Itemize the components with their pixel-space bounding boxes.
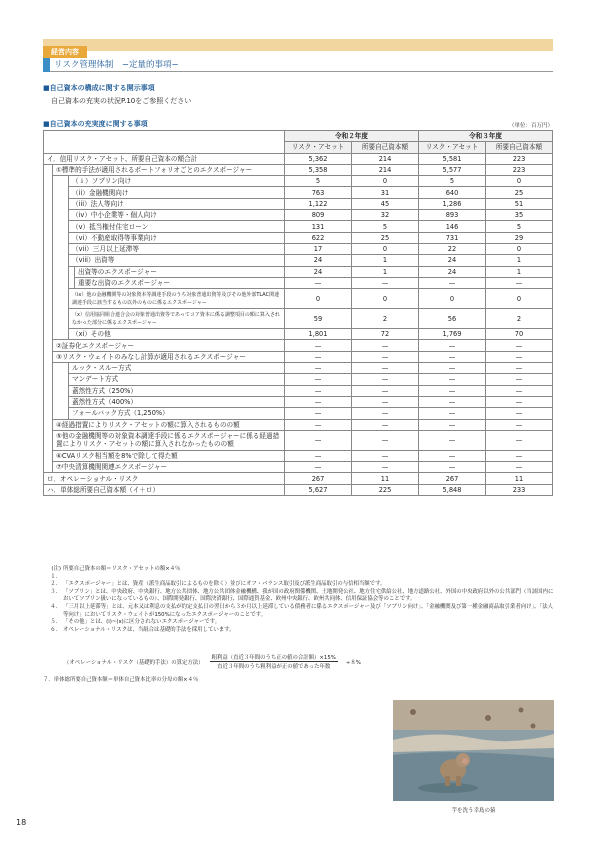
- heading-bar: [43, 58, 50, 72]
- indent-cell: [53, 277, 69, 288]
- value-cell: —: [285, 430, 352, 450]
- table-row-m5: [44, 408, 553, 419]
- value-cell: 5: [285, 176, 352, 187]
- row-label: ⑥CVAリスク相当額を8%で除して得た額: [53, 450, 285, 461]
- note-number: (注)１．: [50, 566, 61, 580]
- value-cell: 1,286: [419, 198, 486, 209]
- section-tab-label: 経営内容: [43, 46, 87, 58]
- indent-cell: [53, 210, 69, 221]
- table-row-r8b: [44, 277, 553, 288]
- table-row-s6: [44, 450, 553, 461]
- note-7: ７．単体総所要自己資本額＝単体自己資本比率の分母の額×４％: [43, 677, 199, 683]
- heading-text: リスク管理体制 −定量的事項−: [54, 60, 179, 70]
- row-label: マンデート方式: [69, 374, 285, 385]
- value-cell: —: [419, 430, 486, 450]
- indent-cell: [53, 363, 69, 374]
- value-cell: 11: [486, 473, 553, 484]
- value-cell: 893: [419, 210, 486, 221]
- value-cell: —: [419, 340, 486, 351]
- value-cell: 1: [352, 255, 419, 266]
- value-cell: 45: [352, 198, 419, 209]
- value-cell: 731: [419, 232, 486, 243]
- indent-cell: [44, 462, 53, 473]
- indent-cell: [44, 164, 53, 175]
- indent-cell: [44, 363, 53, 374]
- row-label: ③リスク・ウェイトのみなし計算が適用されるエクスポージャー: [53, 351, 285, 362]
- value-cell: 1: [486, 266, 553, 277]
- row-label: （iii）法人等向け: [69, 198, 285, 209]
- row-label: ①標準的手法が適用されるポートフォリオごとのエクスポージャー: [53, 164, 285, 175]
- note-item: [43, 604, 555, 619]
- indent-cell: [44, 430, 53, 450]
- value-cell: —: [486, 450, 553, 461]
- header-req-2: 所要自己資本額: [486, 142, 553, 153]
- formula-fraction: [210, 653, 338, 670]
- value-cell: 131: [285, 221, 352, 232]
- indent-cell: [53, 385, 69, 396]
- header-year1: 令和２年度: [285, 131, 419, 142]
- indent-cell: [53, 374, 69, 385]
- row-label: イ．信用リスク・アセット、所要自己資本の額合計: [44, 153, 285, 164]
- indent-cell: [44, 374, 53, 385]
- table-row-r3: [44, 198, 553, 209]
- row-label: （xi）その他: [69, 329, 285, 340]
- value-cell: —: [285, 351, 352, 362]
- value-cell: 2: [486, 309, 553, 329]
- table-row-m1: [44, 363, 553, 374]
- value-cell: —: [285, 340, 352, 351]
- formula-numerator: 粗利益（直近３年間のうち正の値の合計額）×15%: [211, 655, 336, 661]
- value-cell: 35: [486, 210, 553, 221]
- value-cell: —: [285, 374, 352, 385]
- row-label: （iv）中小企業等・個人向け: [69, 210, 285, 221]
- section-tab: [43, 39, 553, 56]
- value-cell: 5,358: [285, 164, 352, 175]
- value-cell: 70: [486, 329, 553, 340]
- value-cell: 72: [352, 329, 419, 340]
- value-cell: 5,581: [419, 153, 486, 164]
- value-cell: —: [486, 385, 553, 396]
- indent-cell: [44, 243, 53, 254]
- value-cell: 24: [419, 266, 486, 277]
- indent-cell: [44, 277, 53, 288]
- note-text: 所要自己資本の額＝リスク・アセットの額×４％: [63, 566, 181, 572]
- value-cell: —: [352, 419, 419, 430]
- capital-adequacy-table: [43, 130, 553, 496]
- value-cell: 225: [352, 484, 419, 495]
- value-cell: 5: [486, 221, 553, 232]
- value-cell: —: [352, 430, 419, 450]
- indent-cell: [53, 198, 69, 209]
- value-cell: —: [486, 277, 553, 288]
- value-cell: 31: [352, 187, 419, 198]
- value-cell: 22: [419, 243, 486, 254]
- note-item: [43, 627, 555, 635]
- row-label: （ii）金融機関向け: [69, 187, 285, 198]
- indent-cell: [44, 176, 53, 187]
- note-item: [43, 589, 555, 604]
- header-row-years: [44, 131, 553, 142]
- value-cell: —: [486, 408, 553, 419]
- table-row-i: [44, 153, 553, 164]
- value-cell: 5,577: [419, 164, 486, 175]
- indent-cell: [53, 329, 69, 340]
- note-number: ４．: [50, 603, 61, 610]
- value-cell: 622: [285, 232, 352, 243]
- formula-denominator: 直近３年間のうち粗利益が正の値であった年数: [217, 664, 331, 670]
- value-cell: 146: [419, 221, 486, 232]
- row-label: ルック・スルー方式: [69, 363, 285, 374]
- value-cell: —: [285, 419, 352, 430]
- value-cell: 51: [486, 198, 553, 209]
- value-cell: 5: [419, 176, 486, 187]
- value-cell: 0: [486, 176, 553, 187]
- value-cell: —: [352, 462, 419, 473]
- row-label: フォールバック方式（1,250%）: [69, 408, 285, 419]
- table-row-r9: [44, 289, 553, 309]
- table-row-r1: [44, 176, 553, 187]
- value-cell: —: [285, 277, 352, 288]
- row-label: ハ．単体総所要自己資本額（イ＋ロ）: [44, 484, 285, 495]
- value-cell: —: [285, 396, 352, 407]
- indent-cell: [53, 396, 69, 407]
- value-cell: —: [352, 374, 419, 385]
- table-row-m3: [44, 385, 553, 396]
- note-text: オペレーショナル・リスクは、当組合は基礎的手法を採用しています。: [63, 626, 235, 633]
- table-row-r6: [44, 232, 553, 243]
- value-cell: —: [352, 277, 419, 288]
- value-cell: —: [352, 396, 419, 407]
- indent-cell: [44, 408, 53, 419]
- indent-cell: [44, 309, 53, 329]
- table-row-r2: [44, 187, 553, 198]
- table-row-s7: [44, 462, 553, 473]
- table-row-s1: [44, 164, 553, 175]
- indent-cell: [44, 351, 53, 362]
- row-label: 蓋然性方式（250%）: [69, 385, 285, 396]
- indent-cell: [53, 309, 69, 329]
- photo-caption: 芋を洗う幸島の猿: [451, 808, 496, 814]
- indent-cell: [44, 187, 53, 198]
- value-cell: —: [419, 419, 486, 430]
- value-cell: —: [352, 363, 419, 374]
- value-cell: —: [285, 385, 352, 396]
- value-cell: —: [352, 351, 419, 362]
- capital-composition-note: 自己資本の充実の状況P.10をご参照ください: [51, 97, 192, 105]
- value-cell: 0: [352, 243, 419, 254]
- note-text: 「ソブリン」とは、中央政府、中央銀行、地方公共団体、地方公共団体金融機構、我が国の政府関係機関、土地開発公社、地方住宅供給公社、地方道路公社、外国の中央政府以外の公共部門（当該国内においてソブリン扱いになっているもの）、国際開発銀行、国際決済銀行、国際通貨基金、欧州中央銀行、欧州共同体、信用保証協会等のことです。: [63, 588, 554, 603]
- value-cell: —: [486, 430, 553, 450]
- table-row-ha: [44, 484, 553, 495]
- value-cell: —: [486, 363, 553, 374]
- indent-cell: [44, 266, 53, 277]
- value-cell: —: [419, 363, 486, 374]
- row-label: （x）信用協同組合連合会の対象普通出資等であってコア資本に係る調整項目の額に算入されなかった部分に係るエクスポージャー: [69, 309, 285, 329]
- value-cell: —: [419, 396, 486, 407]
- value-cell: 17: [285, 243, 352, 254]
- value-cell: —: [352, 408, 419, 419]
- value-cell: 5,362: [285, 153, 352, 164]
- note-text: 「エクスポージャー」とは、資産（派生商品取引によるものを除く）並びにオフ・バランス取引及び派生商品取引の与信相当額です。: [63, 581, 386, 588]
- indent-cell: [44, 329, 53, 340]
- table-row-s4: [44, 419, 553, 430]
- header-year2: 令和３年度: [419, 131, 553, 142]
- indent-cell: [53, 243, 69, 254]
- row-label: 出資等のエクスポージャー: [75, 266, 285, 277]
- value-cell: 2: [352, 309, 419, 329]
- value-cell: 5: [352, 221, 419, 232]
- monkey-photo: [393, 700, 554, 801]
- value-cell: 11: [352, 473, 419, 484]
- value-cell: 214: [352, 153, 419, 164]
- indent-cell: [53, 187, 69, 198]
- value-cell: 0: [486, 243, 553, 254]
- note-number: ３．: [50, 588, 61, 595]
- value-cell: 1,122: [285, 198, 352, 209]
- value-cell: —: [352, 340, 419, 351]
- value-cell: —: [486, 419, 553, 430]
- note-number: ２．: [50, 581, 61, 588]
- value-cell: 267: [285, 473, 352, 484]
- table-row-m2: [44, 374, 553, 385]
- value-cell: 24: [285, 266, 352, 277]
- value-cell: 223: [486, 153, 553, 164]
- value-cell: 214: [352, 164, 419, 175]
- value-cell: 809: [285, 210, 352, 221]
- table-row-ro: [44, 473, 553, 484]
- row-label: ⑦中央清算機関関連エクスポージャー: [53, 462, 285, 473]
- value-cell: 0: [285, 289, 352, 309]
- table-row-s2: [44, 340, 553, 351]
- indent-cell: [53, 221, 69, 232]
- note-number: ５．: [50, 619, 61, 626]
- page-number: 18: [16, 818, 27, 827]
- row-label: （ix）他の金融機関等の対象資本等調達手段のうち対象普通出資等及びその他外部TLAC関連調達手段に該当するもの以外のものに係るエクスポージャー: [69, 289, 285, 309]
- monkey-photo-illustration: [393, 700, 554, 801]
- table-row-m4: [44, 396, 553, 407]
- value-cell: 233: [486, 484, 553, 495]
- section-heading: [43, 58, 553, 72]
- value-cell: —: [419, 374, 486, 385]
- indent-cell: [44, 450, 53, 461]
- value-cell: 640: [419, 187, 486, 198]
- row-label: （v）抵当権付住宅ローン: [69, 221, 285, 232]
- note-text: 「その他」とは、(i)~(x)に区分されないエクスポージャーです。: [63, 619, 221, 626]
- table-row-r7: [44, 243, 553, 254]
- value-cell: 1,769: [419, 329, 486, 340]
- unit-label: （単位：百万円）: [508, 123, 553, 129]
- indent-cell: [53, 176, 69, 187]
- value-cell: 24: [419, 255, 486, 266]
- table-row-r8a: [44, 266, 553, 277]
- table-row-r10: [44, 309, 553, 329]
- indent-cell: [53, 255, 69, 266]
- indent-cell: [53, 232, 69, 243]
- header-req-1: 所要自己資本額: [352, 142, 419, 153]
- header-asset-1: リスク・アセット: [285, 142, 352, 153]
- value-cell: 1: [352, 266, 419, 277]
- value-cell: —: [285, 450, 352, 461]
- value-cell: 56: [419, 309, 486, 329]
- indent-cell: [53, 289, 69, 309]
- row-label: （viii）出資等: [69, 255, 285, 266]
- value-cell: —: [486, 351, 553, 362]
- row-label: （vii）三月以上延滞等: [69, 243, 285, 254]
- value-cell: —: [419, 408, 486, 419]
- indent-cell: [44, 232, 53, 243]
- value-cell: —: [419, 462, 486, 473]
- note-text: 「三月以上延滞等」とは、元本又は利息の支払が約定支払日の翌日から３か月以上延滞している債務者に係るエクスポージャー及び「ソブリン向け」、「金融機関及び第一種金融商品取引業者向け」、「法人等向け」においてリスク・ウェイトが150%になったエクスポージャーのことです。: [63, 603, 554, 618]
- note-item: [43, 581, 555, 589]
- value-cell: 223: [486, 164, 553, 175]
- value-cell: —: [486, 340, 553, 351]
- value-cell: 25: [352, 232, 419, 243]
- value-cell: 0: [486, 289, 553, 309]
- row-label: ロ．オペレーショナル・リスク: [44, 473, 285, 484]
- value-cell: —: [419, 450, 486, 461]
- table-row-r11: [44, 329, 553, 340]
- value-cell: 0: [352, 176, 419, 187]
- value-cell: 24: [285, 255, 352, 266]
- table-row-r8: [44, 255, 553, 266]
- indent-cell: [44, 221, 53, 232]
- row-label: 重要な出資のエクスポージャー: [75, 277, 285, 288]
- value-cell: —: [352, 385, 419, 396]
- table-row-r5: [44, 221, 553, 232]
- row-label: （ｉ）ソブリン向け: [69, 176, 285, 187]
- value-cell: 5,848: [419, 484, 486, 495]
- value-cell: 32: [352, 210, 419, 221]
- formula-label: （オペレーショナル・リスク（基礎的手法）の算定方法）: [64, 659, 204, 666]
- header-asset-2: リスク・アセット: [419, 142, 486, 153]
- value-cell: 25: [486, 187, 553, 198]
- value-cell: 1,801: [285, 329, 352, 340]
- value-cell: 59: [285, 309, 352, 329]
- value-cell: 5,627: [285, 484, 352, 495]
- note-item: [43, 566, 555, 581]
- value-cell: —: [486, 462, 553, 473]
- table-row-s5: [44, 430, 553, 450]
- value-cell: —: [285, 408, 352, 419]
- indent-cell: [44, 419, 53, 430]
- value-cell: 1: [486, 255, 553, 266]
- row-label: 蓋然性方式（400%）: [69, 396, 285, 407]
- row-label: （vi）不動産取得等事業向け: [69, 232, 285, 243]
- note-item: [43, 619, 555, 627]
- subheading-capital-adequacy: ■自己資本の充実度に関する事項: [43, 120, 148, 128]
- value-cell: 0: [352, 289, 419, 309]
- value-cell: 267: [419, 473, 486, 484]
- value-cell: —: [419, 385, 486, 396]
- indent-cell: [53, 408, 69, 419]
- value-cell: —: [486, 374, 553, 385]
- formula-divisor: ÷８%: [345, 659, 361, 666]
- value-cell: —: [419, 351, 486, 362]
- indent-cell: [44, 340, 53, 351]
- value-cell: 763: [285, 187, 352, 198]
- indent-cell: [53, 266, 69, 277]
- value-cell: 29: [486, 232, 553, 243]
- value-cell: —: [419, 277, 486, 288]
- row-label: ②証券化エクスポージャー: [53, 340, 285, 351]
- indent-cell: [44, 255, 53, 266]
- value-cell: 0: [419, 289, 486, 309]
- indent-cell: [44, 385, 53, 396]
- value-cell: —: [285, 363, 352, 374]
- indent-cell: [44, 396, 53, 407]
- value-cell: —: [486, 396, 553, 407]
- formula: [64, 653, 361, 670]
- table-row-s3: [44, 351, 553, 362]
- indent-cell: [44, 210, 53, 221]
- value-cell: —: [285, 462, 352, 473]
- row-label: ④経過措置によりリスク・アセットの額に算入されるものの額: [53, 419, 285, 430]
- indent-cell: [44, 289, 53, 309]
- value-cell: —: [352, 450, 419, 461]
- row-label: ⑤他の金融機関等の対象資本調達手段に係るエクスポージャーに係る経過措置によりリスク・アセットの額に算入されなかったものの額: [53, 430, 285, 450]
- note-number: ６．: [50, 626, 61, 633]
- notes: [43, 566, 555, 634]
- indent-cell: [44, 198, 53, 209]
- table-row-r4: [44, 210, 553, 221]
- subheading-capital-composition: ■自己資本の構成に関する開示事項: [43, 84, 155, 92]
